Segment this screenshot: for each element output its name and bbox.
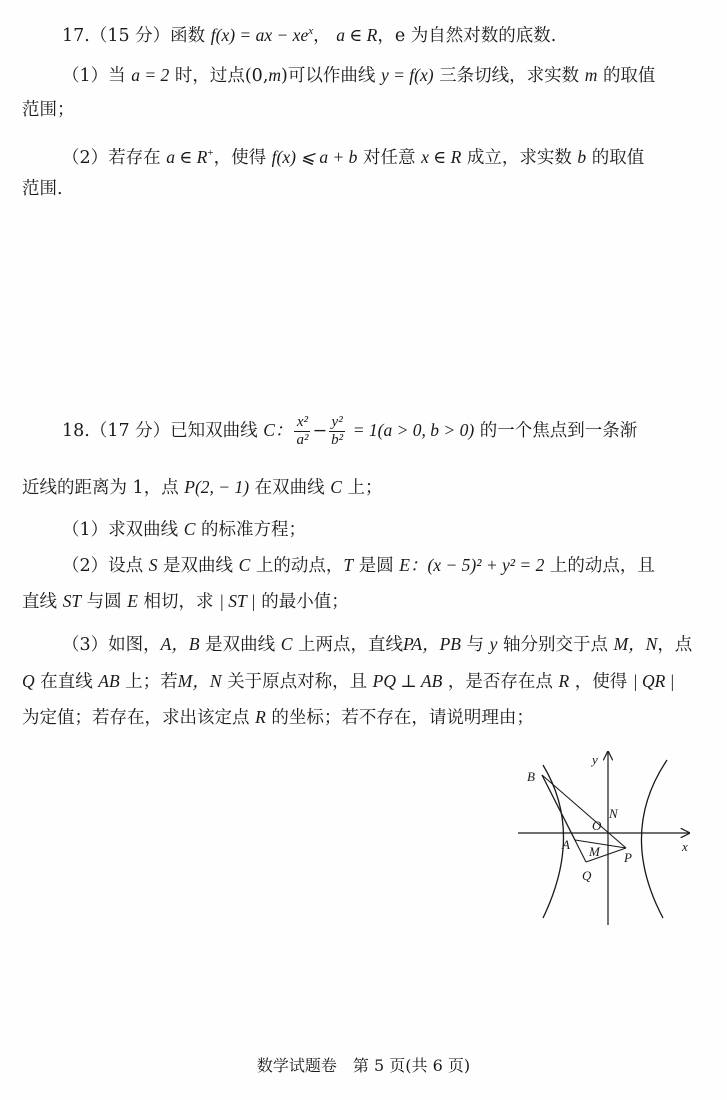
p18-q1: （1）求双曲线 C 的标准方程； bbox=[62, 519, 306, 540]
page-footer: 数学试题卷 第 5 页(共 6 页) bbox=[256, 1056, 471, 1075]
frac-y2-b2: $\frac{\text{y²}}{\text{b²}}$ bbox=[331, 414, 344, 448]
p18-q2: （2）设点 S 是双曲线 C 上的动点，T 是圆 E：(x − 5)² + y² = 2 上的动点，且 bbox=[62, 555, 655, 576]
label-O: O bbox=[592, 818, 602, 833]
p17-q2-cont: 范围. bbox=[22, 179, 63, 199]
label-y: y bbox=[592, 752, 598, 767]
frac-x2-a2: $\frac{\text{x²}}{\text{a²}}$ bbox=[296, 414, 309, 448]
label-P: P bbox=[624, 850, 632, 865]
a-in-R: a ∈ R bbox=[336, 24, 378, 45]
p18-q2-cont: 直线 ST 与圆 E 相切，求 | ST | 的最小值； bbox=[22, 591, 349, 612]
p18-q3-cont1: Q 在直线 AB 上；若M，N 关于原点对称，且 PQ ⊥ AB ，是否存在点 R ，使得 | QR | bbox=[22, 671, 675, 692]
label-x: x bbox=[682, 839, 688, 854]
label-Q: Q bbox=[582, 868, 592, 883]
label-M: M bbox=[589, 844, 600, 859]
hyperbola-left-branch bbox=[543, 765, 564, 918]
p17-q1-cont: 范围； bbox=[22, 100, 75, 120]
label-B: B bbox=[527, 769, 535, 784]
p18-stem-cont: 近线的距离为 1，点 P(2, − 1) 在双曲线 C 上； bbox=[22, 477, 383, 498]
p18-stem: 18.（17 分）已知双曲线 C： $\frac{\text{x²}}{\text{a²}}$ − $\frac{\text{y²}}{\text{b²}}$ = 1(a > 0, b > 0) 的一个焦点到一条渐 bbox=[62, 414, 638, 448]
exp-x: x bbox=[308, 25, 314, 37]
p18-q3-cont2: 为定值；若存在，求出该定点 R 的坐标；若不存在，请说明理由； bbox=[22, 707, 534, 728]
label-N: N bbox=[609, 806, 618, 821]
p17-stem: 17.（15 分）函数 f(x) = ax − $xe^x$， a ∈ R，e 为自然对数的底数. bbox=[62, 24, 557, 46]
label-A: A bbox=[562, 837, 570, 852]
p17-q1: （1）当 a = 2 时，过点(0,m)可以作曲线 y = f(x) 三条切线，求实数 m 的取值 bbox=[62, 65, 656, 86]
p18-q3: （3）如图，A，B 是双曲线 C 上两点，直线PA，PB 与 y 轴分别交于点 M，N，点 bbox=[62, 634, 693, 655]
function-def: f(x) = ax − xe bbox=[210, 24, 309, 45]
hyperbola-right-branch bbox=[641, 760, 667, 918]
p17-q2: （2）若存在 a ∈ R+，使得 f(x) ⩽ a + b 对任意 x ∈ R 成立，求实数 b 的取值 bbox=[62, 146, 645, 168]
